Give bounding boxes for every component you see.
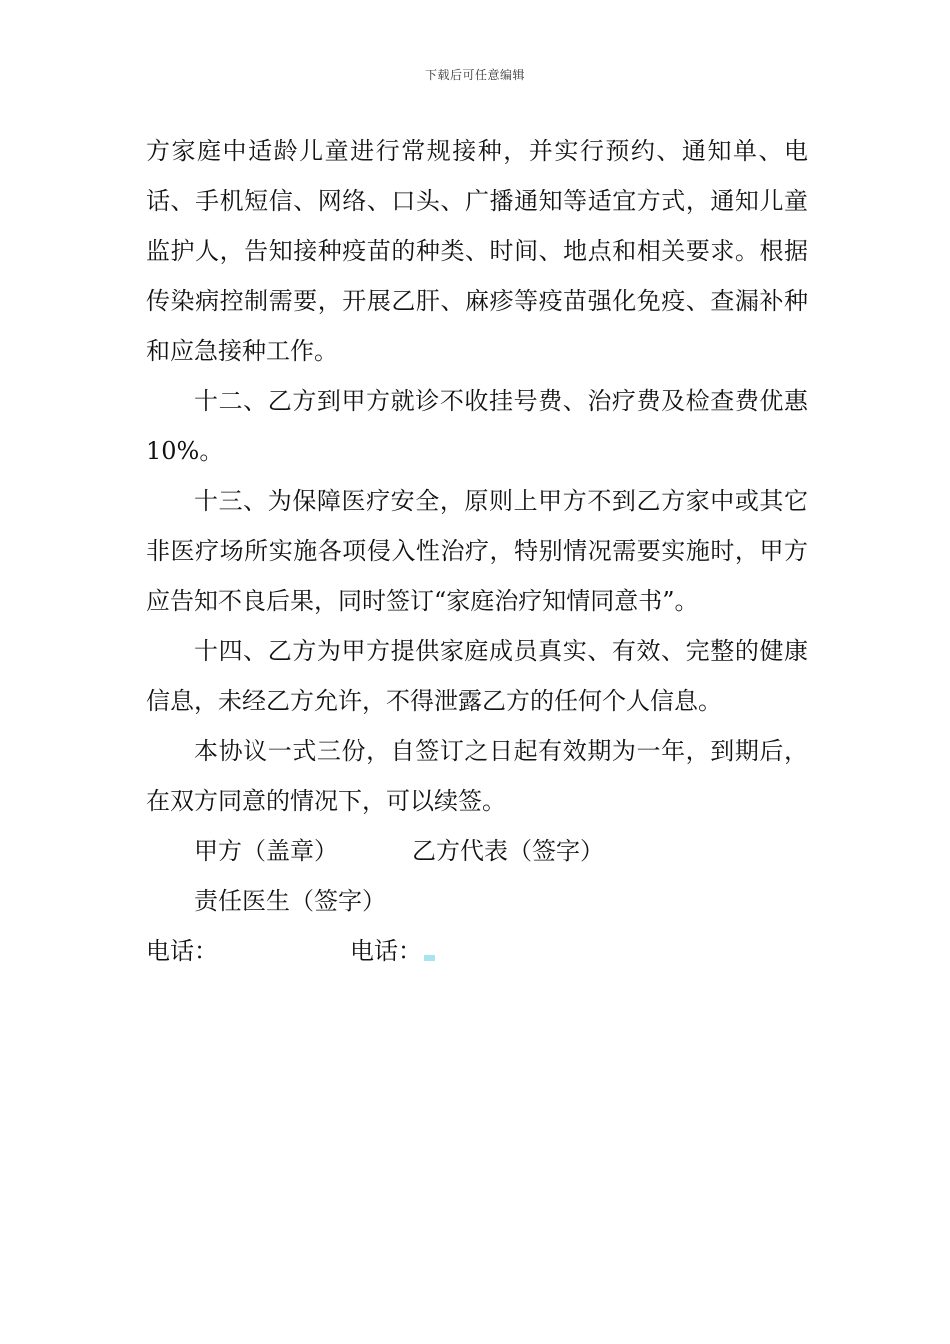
party-a-seal-label: 甲方（盖章） [194,837,338,865]
party-b-signature-label: 乙方代表（签字） [412,837,604,865]
phone-label-party-b: 电话： [350,937,422,965]
paragraph-clause-14: 十四、乙方为甲方提供家庭成员真实、有效、完整的健康信息，未经乙方允许，不得泄露乙方的任何个人信息。 [146,637,808,715]
paragraph-clause-13: 十三、为保障医疗安全，原则上甲方不到乙方家中或其它非医疗场所实施各项侵入性治疗，特别情况需要实施时，甲方应告知不良后果，同时签订“家庭治疗知情同意书”。 [146,487,808,615]
document-body [146,126,808,976]
signature-row-parties [146,826,808,876]
page-header: 下载后可任意编辑 [424,68,525,82]
text-cursor-marker [424,955,435,961]
phone-label-party-a: 电话： [146,937,218,965]
paragraph-validity: 本协议一式三份，自签订之日起有效期为一年，到期后，在双方同意的情况下，可以续签。 [146,737,808,815]
paragraph-immunization: 方家庭中适龄儿童进行常规接种，并实行预约、通知单、电话、手机短信、网络、口头、广播通知等适宜方式，通知儿童监护人，告知接种疫苗的种类、时间、地点和相关要求。根据传染病控制需要，开展乙肝、麻疹等疫苗强化免疫、查漏补种和应急接种工作。 [146,137,808,365]
doctor-signature-label: 责任医生（签字） [194,887,386,915]
paragraph-clause-12: 十二、乙方到甲方就诊不收挂号费、治疗费及检查费优惠 10%。 [146,387,808,465]
signature-row-phones [146,926,808,976]
